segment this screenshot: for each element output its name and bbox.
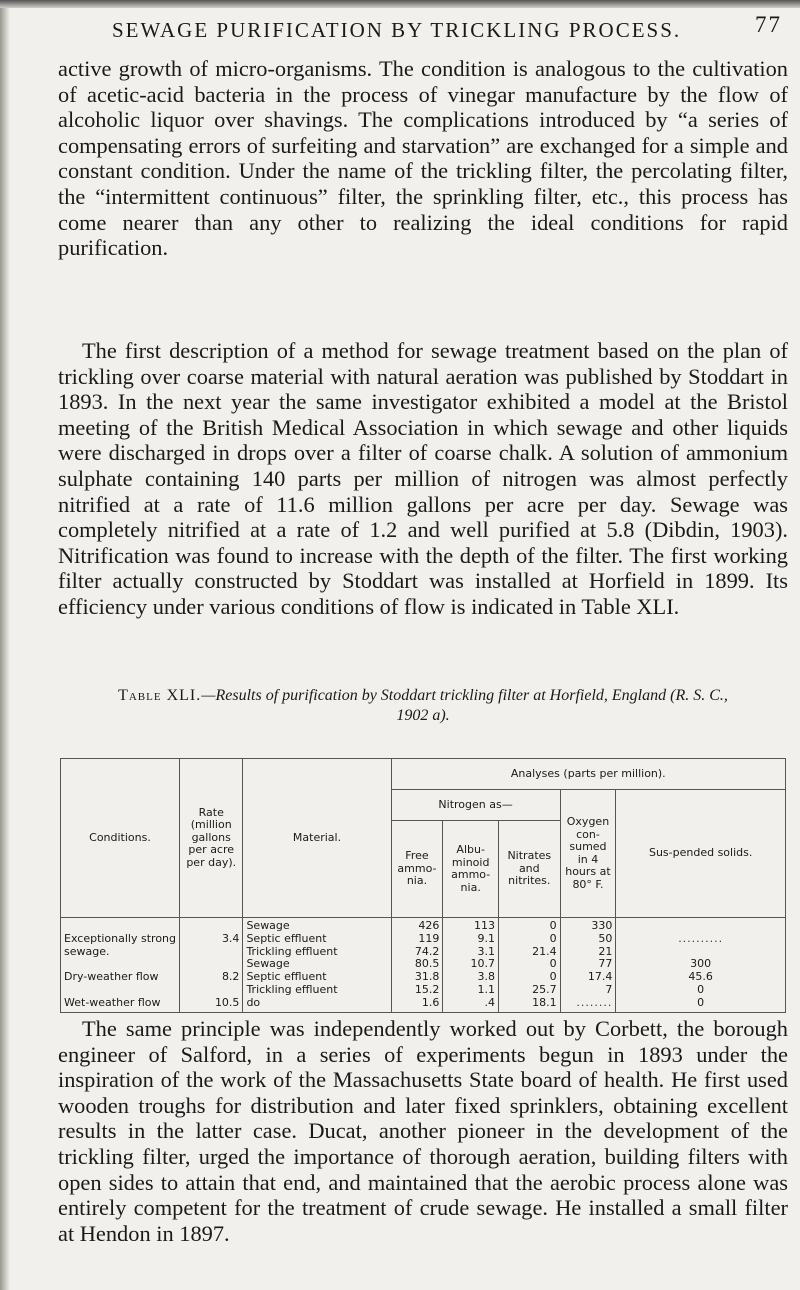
- nitrates-cell: [499, 918, 561, 1013]
- oxygen-cell: [560, 918, 616, 1013]
- nitrates-value: 0: [549, 957, 557, 971]
- rate-cell: [180, 918, 243, 1013]
- oxygen-value: 50: [598, 931, 613, 945]
- col-nitrates: Nitrates and nitrites.: [499, 821, 561, 918]
- table-title: —Results of purification by Stoddart trickling filter at Horfield, England (R. S. C.,: [201, 687, 728, 704]
- oxygen-value: 17.4: [587, 970, 613, 984]
- page-top-edge: [0, 0, 800, 8]
- col-oxygen: Oxygen con-sumed in 4 hours at 80° F.: [560, 790, 616, 918]
- conditions-cell: [61, 918, 180, 1013]
- running-header: [112, 12, 782, 46]
- condition-label: Dry-weather flow: [64, 970, 159, 984]
- nitrates-value: 0: [549, 931, 557, 945]
- col-analyses: Analyses (parts per million).: [391, 759, 785, 790]
- albuminoid-value: .4: [484, 995, 495, 1009]
- table-body-row: [61, 918, 786, 1013]
- col-nitrogen: Nitrogen as—: [391, 790, 560, 821]
- material-cell: [243, 918, 391, 1013]
- running-title: SEWAGE PURIFICATION BY TRICKLING PROCESS.: [112, 18, 682, 42]
- nitrates-value: 18.1: [532, 995, 557, 1009]
- material-label: Trickling effluent: [246, 944, 338, 958]
- oxygen-value: 77: [598, 957, 613, 971]
- suspended-value: 0: [697, 982, 705, 996]
- col-rate: Rate (million gallons per acre per day).: [180, 759, 243, 918]
- condition-label: sewage.: [64, 944, 110, 958]
- albuminoid-value: 10.7: [470, 957, 495, 971]
- col-conditions: Conditions.: [61, 759, 180, 918]
- suspended-value-blank: ..........: [678, 931, 724, 945]
- rate-value: 8.2: [221, 970, 240, 984]
- paragraph-2: The first description of a method for sewage treatment based on the plan of trickling over coarse material with natural aeration was published by Stoddart in 1893. In the next year the same investigator exhibited a model at the Bristol meeting of the British Medical Association in which sewage and other liquids were discharged in drops over a filter of coarse chalk. A solution of ammonium sulphate containing 140 parts per million of nitrogen was almost perfectly nitrified at a rate of 11.6 million gallons per acre per day. Sewage was completely nitrified at a rate of 1.2 and well purified at 5.8 (Dibdin, 1903). Nitrification was found to increase with the depth of the filter. The first working filter actually constructed by Stoddart was installed at Horfield in 1899. Its efficiency under various conditions of flow is indicated in Table XLI.: [58, 338, 788, 619]
- free-ammonia-value: 15.2: [414, 982, 440, 996]
- material-label: Trickling effluent: [246, 982, 338, 996]
- rate-value: 10.5: [214, 995, 240, 1009]
- free-ammonia-value: 80.5: [414, 957, 440, 971]
- rate-value: 3.4: [221, 931, 240, 945]
- col-suspended: Sus-pended solids.: [616, 790, 786, 918]
- albuminoid-value: 3.8: [477, 970, 495, 984]
- condition-label: Exceptionally strong: [64, 931, 177, 945]
- table-title-line2: 1902 a).: [396, 707, 450, 724]
- nitrates-value: 21.4: [532, 944, 557, 958]
- condition-label: Wet-weather flow: [64, 995, 161, 1009]
- material-label: do: [246, 995, 261, 1009]
- free-ammonia-value: 426: [418, 919, 440, 932]
- oxygen-value: 330: [591, 919, 613, 932]
- table-label: Table XLI.: [118, 687, 202, 704]
- nitrates-value: 0: [549, 970, 557, 984]
- free-ammonia-value: 119: [418, 931, 440, 945]
- albuminoid-value: 113: [474, 919, 495, 932]
- free-ammonia-value: 31.8: [414, 970, 440, 984]
- oxygen-value-blank: ........: [576, 995, 613, 1009]
- oxygen-value: 7: [605, 982, 613, 996]
- oxygen-value: 21: [598, 944, 613, 958]
- material-label: Sewage: [246, 919, 290, 932]
- albuminoid-value: 9.1: [477, 931, 495, 945]
- col-material: Material.: [243, 759, 391, 918]
- albuminoid-value: 3.1: [477, 944, 495, 958]
- free-ammonia-value: 1.6: [421, 995, 440, 1009]
- nitrates-value: 0: [549, 919, 557, 932]
- nitrates-value: 25.7: [532, 982, 557, 996]
- material-label: Septic effluent: [246, 931, 327, 945]
- paragraph-3: The same principle was independently worked out by Corbett, the borough engineer of Salford, in a series of experiments begun in 1893 under the inspiration of the work of the Massachusetts State board of health. He first used wooden troughs for distribution and later fixed sprinklers, obtaining excellent results in the latter case. Ducat, another pioneer in the development of the trickling filter, urged the importance of thorough aeration, building filters with open sides to attain that end, and maintained that the aerobic process alone was entirely competent for the treatment of crude sewage. He installed a small filter at Hendon in 1897.: [58, 1016, 788, 1246]
- col-albuminoid: Albu-minoid ammo-nia.: [443, 821, 499, 918]
- results-table: [60, 758, 786, 1013]
- col-free-ammonia: Free ammo-nia.: [391, 821, 443, 918]
- suspended-value: 45.6: [688, 970, 713, 984]
- paragraph-1: active growth of micro-organisms. The condition is analogous to the cultivation of acetic-acid bacteria in the process of vinegar manufacture by the flow of alcoholic liquor over shavings. The complications introduced by “a series of compensating errors of surfeiting and starvation” are exchanged for a simple and constant condition. Under the name of the trickling filter, the percolating filter, the “intermittent continuous” filter, the sprinkling filter, etc., this process has come nearer than any other to realizing the ideal conditions for rapid purification.: [58, 56, 788, 261]
- albuminoid-cell: [443, 918, 499, 1013]
- suspended-value: 0: [697, 995, 705, 1009]
- table-caption: [58, 686, 788, 726]
- albuminoid-value: 1.1: [477, 982, 495, 996]
- suspended-value: 300: [690, 957, 712, 971]
- page-number: 77: [755, 12, 782, 37]
- free-ammonia-value: 74.2: [414, 944, 440, 958]
- material-label: Septic effluent: [246, 970, 327, 984]
- free-ammonia-cell: [391, 918, 443, 1013]
- material-label: Sewage: [246, 957, 290, 971]
- page-spine-shadow: [0, 0, 10, 1290]
- suspended-cell: [616, 918, 786, 1013]
